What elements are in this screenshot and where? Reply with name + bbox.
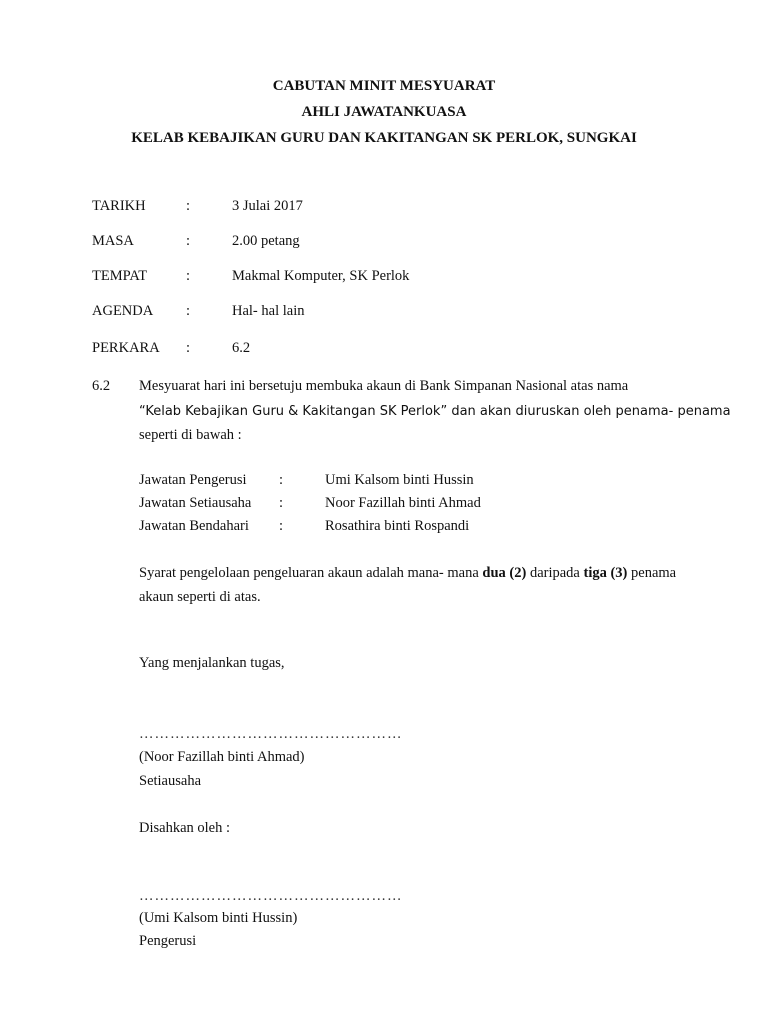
venue-value: Makmal Komputer, SK Perlok — [232, 268, 410, 284]
role-chairman-name: Umi Kalsom binti Hussin — [325, 472, 474, 488]
item-text-line2 — [139, 403, 731, 420]
chairman-name: (Umi Kalsom binti Hussin) — [139, 910, 298, 926]
signoff-intro: Yang menjalankan tugas, — [139, 655, 285, 671]
chairman-title: Pengerusi — [139, 933, 197, 949]
condition-text-b: daripada — [526, 565, 584, 581]
condition-bold-three: tiga (3) — [583, 565, 628, 581]
agenda-value: Hal- hal lain — [232, 303, 305, 319]
date-label: TARIKH — [92, 198, 146, 214]
agenda-colon: : — [186, 303, 191, 319]
confirmed-by-label: Disahkan oleh : — [139, 820, 231, 836]
agenda-label: AGENDA — [92, 303, 154, 319]
club-account-name: “Kelab Kebajikan Guru & Kakitangan SK Perlok” — [139, 404, 448, 419]
role-treasurer-label: Jawatan Bendahari — [139, 518, 249, 534]
condition-line1 — [139, 565, 676, 582]
condition-bold-two: dua (2) — [482, 565, 527, 581]
role-treasurer-colon: : — [279, 518, 284, 534]
role-treasurer-name: Rosathira binti Rospandi — [325, 518, 470, 534]
role-secretary-name: Noor Fazillah binti Ahmad — [325, 495, 481, 511]
condition-text-a: Syarat pengelolaan pengeluaran akaun adalah mana- mana — [139, 565, 483, 581]
venue-colon: : — [186, 268, 191, 284]
role-secretary-label: Jawatan Setiausaha — [139, 495, 252, 511]
venue-label: TEMPAT — [92, 268, 148, 284]
item-text-continuation: dan akan diuruskan oleh penama- penama — [447, 404, 731, 419]
time-label: MASA — [92, 233, 134, 249]
document-subtitle: AHLI JAWATANKUASA — [301, 104, 467, 120]
condition-line2: akaun seperti di atas. — [139, 589, 261, 605]
time-value: 2.00 petang — [232, 233, 300, 249]
date-colon: : — [186, 198, 191, 214]
item-number: 6.2 — [92, 378, 111, 394]
role-chairman-label: Jawatan Pengerusi — [139, 472, 247, 488]
role-chairman-colon: : — [279, 472, 284, 488]
secretary-name: (Noor Fazillah binti Ahmad) — [139, 749, 305, 765]
club-name-heading: KELAB KEBAJIKAN GURU DAN KAKITANGAN SK PERLOK, SUNGKAI — [131, 130, 637, 146]
time-colon: : — [186, 233, 191, 249]
document-title: CABUTAN MINIT MESYUARAT — [272, 78, 496, 94]
condition-text-c: penama — [627, 565, 677, 581]
secretary-title: Setiausaha — [139, 773, 202, 789]
signature-line-chairman: …………………………………………… — [139, 888, 403, 904]
signature-line-secretary: …………………………………………… — [139, 726, 403, 742]
item-text-line3: seperti di bawah : — [139, 427, 242, 443]
matter-value: 6.2 — [232, 340, 251, 356]
item-text-line1: Mesyuarat hari ini bersetuju membuka akaun di Bank Simpanan Nasional atas nama — [139, 378, 629, 394]
date-value: 3 Julai 2017 — [232, 198, 303, 214]
matter-label: PERKARA — [92, 340, 160, 356]
role-secretary-colon: : — [279, 495, 284, 511]
matter-colon: : — [186, 340, 191, 356]
